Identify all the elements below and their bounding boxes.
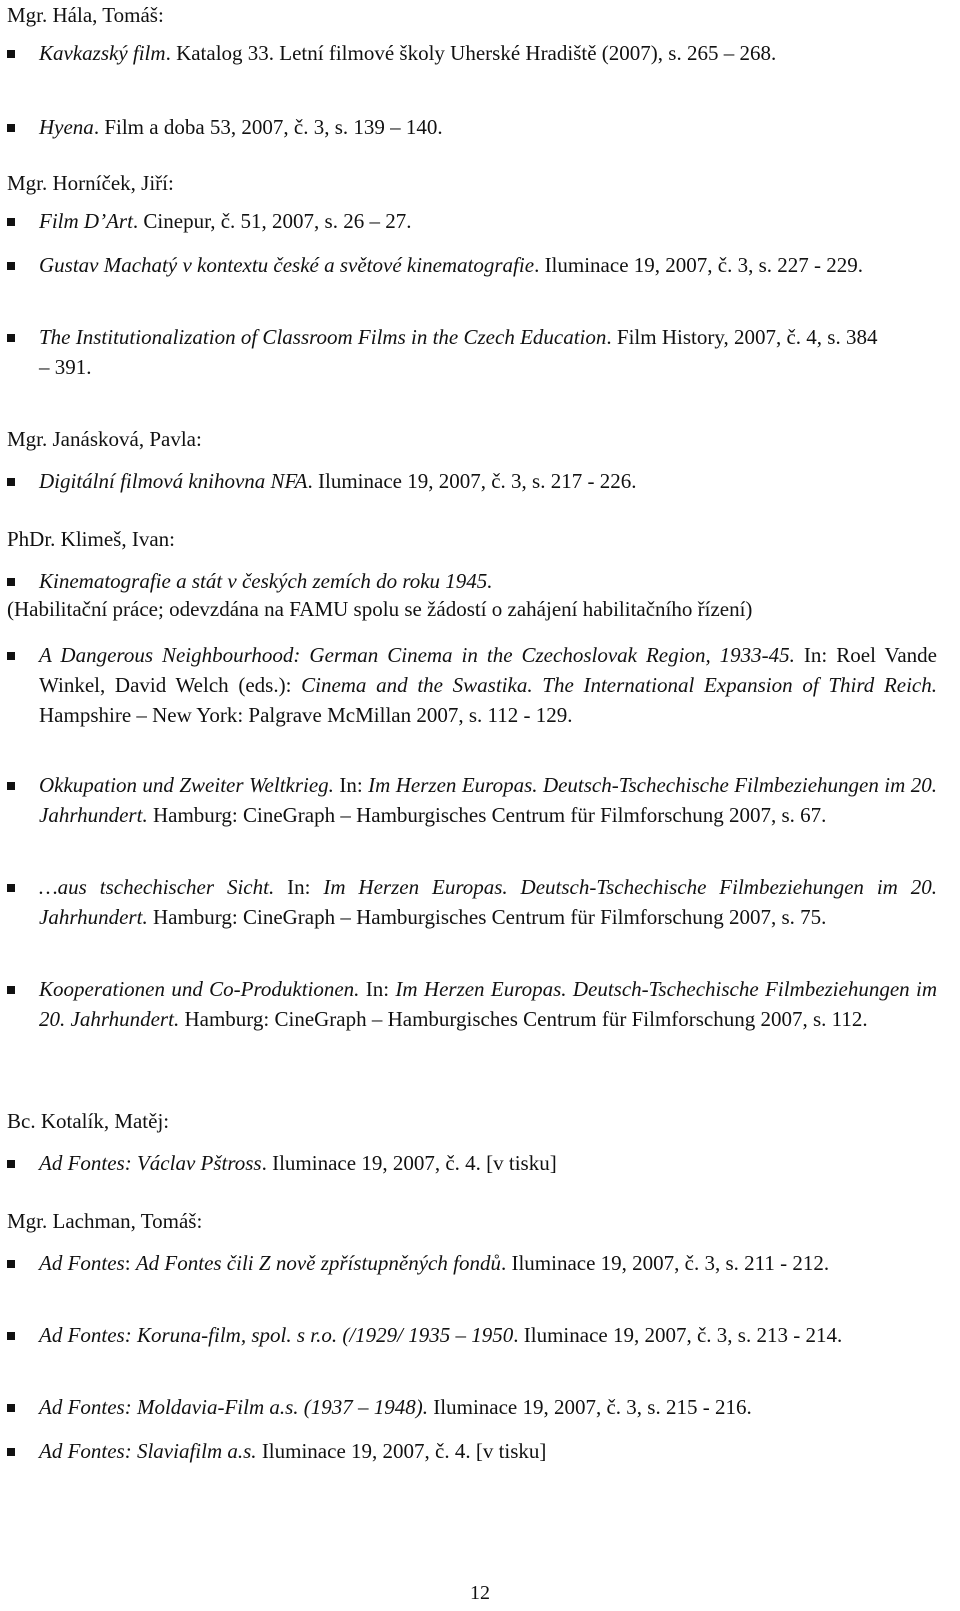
entry-citation: . Film History, 2007, č. 4, s. 384 – 391. bbox=[39, 325, 878, 379]
bullet-icon bbox=[7, 652, 15, 660]
entry-publisher: Hamburg: CineGraph – Hamburgisches Centrum für Filmforschung 2007, s. 67. bbox=[147, 803, 827, 827]
author-heading: Mgr. Horníček, Jiří: bbox=[7, 171, 174, 195]
entry-title: Ad Fontes: Moldavia-Film a.s. (1937 – 1948). bbox=[39, 1395, 429, 1419]
bullet-icon bbox=[7, 782, 15, 790]
entry-title: Ad Fontes: Koruna-film, spol. s r.o. (/1929/ 1935 – 1950 bbox=[39, 1323, 514, 1347]
bullet-icon bbox=[7, 262, 15, 270]
entry-citation: . Katalog 33. Letní filmové školy Uherské Hradiště (2007), s. 265 – 268. bbox=[165, 41, 777, 65]
bullet-icon bbox=[7, 578, 15, 586]
entry-in: In: bbox=[274, 875, 324, 899]
bullet-icon bbox=[7, 1160, 15, 1168]
entry-title: Ad Fontes: Slaviafilm a.s. bbox=[39, 1439, 257, 1463]
page-number: 12 bbox=[470, 1582, 490, 1604]
entry-title: Kooperationen und Co-Produktionen. bbox=[39, 977, 360, 1001]
entry-citation: Iluminace 19, 2007, č. 4. [v tisku] bbox=[256, 1439, 547, 1463]
entry-title: A Dangerous Neighbourhood: German Cinema in the Czechoslovak Region, 1933-45. bbox=[39, 643, 795, 667]
bullet-icon bbox=[7, 124, 15, 132]
entry-in: In: bbox=[333, 773, 369, 797]
bibliography-entry bbox=[7, 38, 887, 68]
bullet-icon bbox=[7, 1260, 15, 1268]
entry-book-title: Im Herzen Europas. Deutsch-Tschechische Filmbeziehungen im 20. Jahrhundert. bbox=[39, 773, 937, 827]
bullet-icon bbox=[7, 1404, 15, 1412]
bullet-icon bbox=[7, 1332, 15, 1340]
entry-title: …aus tschechischer Sicht. bbox=[39, 875, 275, 899]
bullet-icon bbox=[7, 50, 15, 58]
bibliography-entry bbox=[7, 250, 887, 280]
bibliography-entry bbox=[7, 322, 887, 382]
bullet-icon bbox=[7, 986, 15, 994]
bibliography-entry bbox=[7, 770, 937, 830]
entry-citation: In: Roel Vande Winkel, David Welch (eds.): bbox=[39, 643, 937, 697]
habilitation-note: (Habilitační práce; odevzdána na FAMU spolu se žádostí o zahájení habilitačního řízení) bbox=[7, 597, 753, 621]
entry-title: The Institutionalization of Classroom Films in the Czech Education bbox=[39, 325, 607, 349]
entry-title: Film D’Art bbox=[39, 209, 133, 233]
entry-separator: : bbox=[124, 1251, 136, 1275]
bibliography-entry bbox=[7, 1320, 887, 1350]
entry-book-title: Im Herzen Europas. Deutsch-Tschechische Filmbeziehungen im 20. Jahrhundert. bbox=[39, 977, 937, 1031]
author-heading: Mgr. Janásková, Pavla: bbox=[7, 427, 202, 451]
bibliography-entry bbox=[7, 466, 937, 496]
bibliography-entry bbox=[7, 566, 937, 596]
entry-citation: . Film a doba 53, 2007, č. 3, s. 139 – 140. bbox=[93, 115, 443, 139]
entry-title: Gustav Machatý v kontextu české a světové kinematografie bbox=[39, 253, 535, 277]
bullet-icon bbox=[7, 478, 15, 486]
entry-publisher: Hampshire – New York: Palgrave McMillan 2007, s. 112 - 129. bbox=[39, 703, 573, 727]
bibliography-entry bbox=[7, 974, 937, 1034]
entry-citation: . Iluminace 19, 2007, č. 3, s. 217 - 226. bbox=[307, 469, 637, 493]
bibliography-entry bbox=[7, 1248, 887, 1278]
entry-title: Hyena bbox=[39, 115, 94, 139]
author-heading: PhDr. Klimeš, Ivan: bbox=[7, 527, 175, 551]
entry-title: Ad Fontes: Václav Pštross bbox=[39, 1151, 262, 1175]
bibliography-entry bbox=[7, 206, 937, 236]
bullet-icon bbox=[7, 218, 15, 226]
bibliography-entry bbox=[7, 1436, 937, 1466]
entry-citation: . Iluminace 19, 2007, č. 3, s. 227 - 229. bbox=[534, 253, 864, 277]
bibliography-entry bbox=[7, 1392, 937, 1422]
entry-title: Digitální filmová knihovna NFA bbox=[39, 469, 308, 493]
entry-title: Kavkazský film bbox=[39, 41, 166, 65]
author-heading: Bc. Kotalík, Matěj: bbox=[7, 1109, 170, 1133]
entry-citation: . Iluminace 19, 2007, č. 3, s. 213 - 214. bbox=[513, 1323, 843, 1347]
entry-book-title: Im Herzen Europas. Deutsch-Tschechische Filmbeziehungen im 20. Jahrhundert. bbox=[39, 875, 938, 929]
bibliography-entry bbox=[7, 640, 937, 730]
bullet-icon bbox=[7, 884, 15, 892]
entry-title: Ad Fontes bbox=[39, 1251, 125, 1275]
bibliography-entry bbox=[7, 112, 937, 142]
bullet-icon bbox=[7, 1448, 15, 1456]
entry-title: Kinematografie a stát v českých zemích do roku 1945. bbox=[39, 569, 493, 593]
author-heading: Mgr. Hála, Tomáš: bbox=[7, 3, 164, 27]
entry-book-title: Cinema and the Swastika. The International Expansion of Third Reich. bbox=[301, 673, 937, 697]
entry-citation: . Cinepur, č. 51, 2007, s. 26 – 27. bbox=[132, 209, 412, 233]
entry-citation: Iluminace 19, 2007, č. 3, s. 215 - 216. bbox=[428, 1395, 752, 1419]
entry-in: In: bbox=[359, 977, 396, 1001]
entry-publisher: Hamburg: CineGraph – Hamburgisches Centrum für Filmforschung 2007, s. 112. bbox=[179, 1007, 868, 1031]
entry-title: Okkupation und Zweiter Weltkrieg. bbox=[39, 773, 334, 797]
bibliography-entry bbox=[7, 872, 937, 932]
bullet-icon bbox=[7, 334, 15, 342]
entry-citation: . Iluminace 19, 2007, č. 3, s. 211 - 212. bbox=[500, 1251, 830, 1275]
author-heading: Mgr. Lachman, Tomáš: bbox=[7, 1209, 203, 1233]
entry-citation: . Iluminace 19, 2007, č. 4. [v tisku] bbox=[261, 1151, 557, 1175]
bibliography-entry bbox=[7, 1148, 937, 1178]
entry-subtitle: Ad Fontes čili Z nově zpřístupněných fondů bbox=[135, 1251, 501, 1275]
entry-publisher: Hamburg: CineGraph – Hamburgisches Centrum für Filmforschung 2007, s. 75. bbox=[147, 905, 827, 929]
